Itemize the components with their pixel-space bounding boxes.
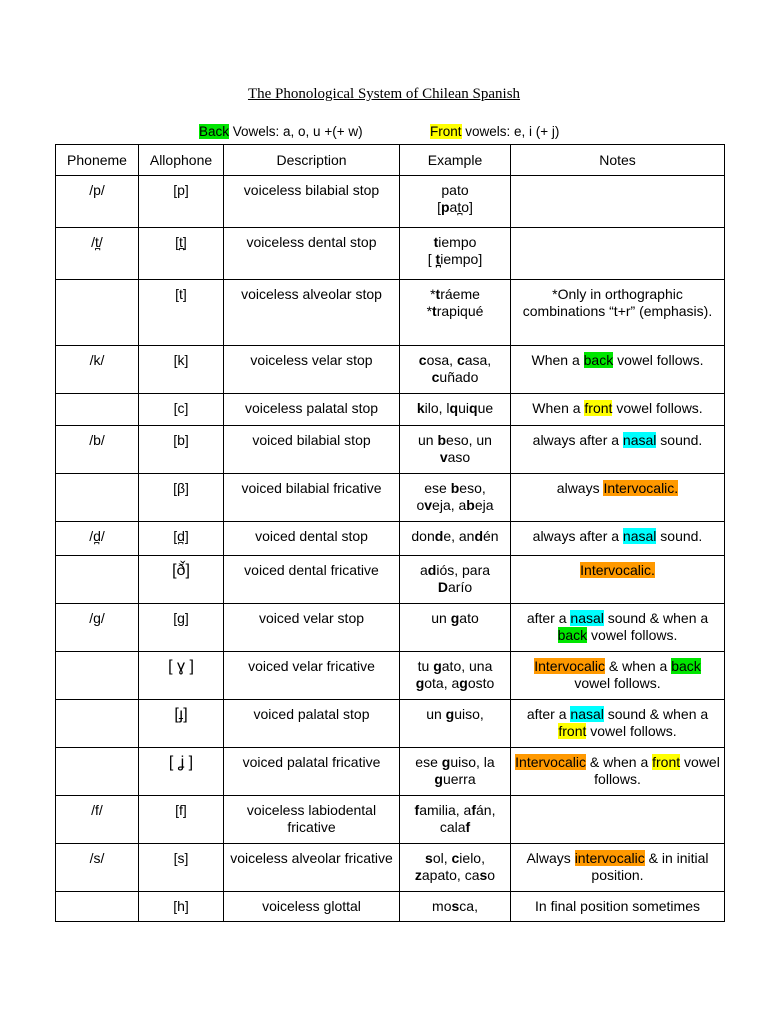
allophone-cell: [k] [139, 346, 224, 394]
allophone-cell: [ ʝ ] [139, 748, 224, 796]
example-text: iós, para [436, 562, 491, 578]
description-cell: voiced bilabial stop [224, 426, 400, 474]
nasal-highlight: nasal [570, 706, 604, 722]
notes-cell [511, 700, 725, 748]
notes-text: vowel follows. [586, 723, 677, 739]
example-bold-letter: t [433, 234, 439, 250]
example-text: o [487, 867, 496, 883]
notes-text: after a [526, 706, 571, 722]
example-bold-letter: t [432, 303, 437, 319]
example-bold-letter: f [471, 802, 476, 818]
example-text: én [483, 528, 499, 544]
example-text: mo [432, 898, 452, 914]
notes-text: sound & when a [603, 610, 709, 626]
example-bold-letter: c [451, 850, 460, 866]
example-text: e, an [443, 528, 475, 544]
allophone-cell: [ð̌] [139, 556, 224, 604]
example-bold-letter: d [434, 528, 444, 544]
example-bold-letter: z [414, 867, 422, 883]
example-cell [400, 522, 511, 556]
back-highlight: back [583, 352, 614, 368]
example-text: eso, o [416, 480, 486, 513]
notes-text: *Only in orthographic combinations “t+r” (emphasis). [522, 286, 713, 319]
table-row [56, 796, 725, 844]
phoneme-cell [56, 748, 139, 796]
back-vowels-legend [199, 124, 363, 139]
example-text: [ [437, 199, 441, 215]
notes-text: sound & when a [603, 706, 709, 722]
phoneme-cell: /b/ [56, 426, 139, 474]
description-cell: voiced velar stop [224, 604, 400, 652]
example-text: ota, a [424, 675, 460, 691]
allophone-cell: [ ɣ ] [139, 652, 224, 700]
example-text: * [430, 286, 436, 302]
example-text: aso [447, 449, 471, 465]
example-cell [400, 394, 511, 426]
table-body [56, 176, 725, 922]
inter-highlight: Intervocalic [515, 754, 586, 770]
table-row [56, 280, 725, 346]
phoneme-cell [56, 700, 139, 748]
front-highlight: front [584, 400, 613, 416]
example-text: osa, [426, 352, 457, 368]
description-cell: voiced dental stop [224, 522, 400, 556]
allophone-cell: [g] [139, 604, 224, 652]
notes-text: When a [531, 352, 584, 368]
example-bold-letter: b [450, 480, 460, 496]
example-bold-letter: s [479, 867, 488, 883]
example-cell [400, 426, 511, 474]
example-bold-letter: g [459, 675, 468, 691]
example-bold-letter: s [451, 898, 460, 914]
example-text: at̪o] [449, 199, 473, 215]
example-cell [400, 176, 511, 228]
notes-cell [511, 556, 725, 604]
phoneme-cell: /f/ [56, 796, 139, 844]
inter-highlight: intervocalic [574, 850, 645, 866]
notes-text: after a [526, 610, 571, 626]
notes-cell [511, 652, 725, 700]
inter-highlight: Intervocalic. [603, 480, 679, 496]
table-row [56, 652, 725, 700]
allophone-cell: [h] [139, 892, 224, 922]
example-bold-letter: c [431, 369, 440, 385]
page-title: The Phonological System of Chilean Spanish [247, 86, 521, 102]
notes-cell [511, 796, 725, 844]
notes-cell [511, 346, 725, 394]
example-text: osto [467, 675, 495, 691]
back-highlight: back [557, 627, 588, 643]
example-text: un [418, 432, 438, 448]
notes-text: & in initial position. [591, 850, 709, 883]
example-text: uerra [442, 771, 476, 787]
example-bold-letter: d [474, 528, 484, 544]
allophone-cell: [s] [139, 844, 224, 892]
example-cell [400, 346, 511, 394]
example-cell [400, 748, 511, 796]
example-text: un [431, 610, 451, 626]
table-row [56, 426, 725, 474]
allophone-cell: [p] [139, 176, 224, 228]
nasal-highlight: nasal [622, 432, 657, 448]
front-highlight: front [558, 723, 587, 739]
notes-text: Always [526, 850, 575, 866]
description-cell: voiceless alveolar stop [224, 280, 400, 346]
example-text: ráeme [440, 286, 480, 302]
example-text: arío [448, 579, 473, 595]
example-text: asa, [464, 352, 492, 368]
notes-cell [511, 426, 725, 474]
notes-text: sound. [656, 528, 703, 544]
example-bold-letter: k [416, 400, 425, 416]
phonology-table [55, 144, 725, 922]
example-text: ato, una [441, 658, 493, 674]
notes-text: & when a [605, 658, 672, 674]
allophone-cell: [f] [139, 796, 224, 844]
example-bold-letter: D [437, 579, 448, 595]
table-row [56, 556, 725, 604]
phoneme-cell [56, 556, 139, 604]
notes-cell [511, 280, 725, 346]
example-text: a [419, 562, 428, 578]
notes-text: & when a [585, 754, 653, 770]
example-text: ue [477, 400, 494, 416]
allophone-cell: [b] [139, 426, 224, 474]
front-vowels-text: vowels: e, i (+ j) [461, 124, 560, 139]
phoneme-cell [56, 394, 139, 426]
example-text: pato [441, 182, 469, 198]
description-cell: voiceless dental stop [224, 228, 400, 280]
example-text: [ [427, 251, 436, 267]
example-bold-letter: f [414, 802, 420, 818]
example-cell [400, 228, 511, 280]
inter-highlight: Intervocalic. [580, 562, 655, 578]
example-text: ielo, [459, 850, 485, 866]
table-row [56, 522, 725, 556]
example-text: iempo] [440, 251, 483, 267]
example-bold-letter: v [439, 449, 448, 465]
example-text: don [411, 528, 435, 544]
example-bold-letter: t̪ [435, 251, 441, 267]
phoneme-cell: /s/ [56, 844, 139, 892]
phoneme-cell [56, 280, 139, 346]
example-bold-letter: q [449, 400, 459, 416]
description-cell: voiceless bilabial stop [224, 176, 400, 228]
notes-cell [511, 844, 725, 892]
notes-text: vowel follows. [594, 754, 720, 787]
example-text: iempo [438, 234, 477, 250]
example-bold-letter: c [418, 352, 427, 368]
back-vowels-text: Vowels: a, o, u +(+ w) [229, 124, 363, 139]
front-vowels-legend [430, 124, 559, 139]
back-highlight: Back [199, 124, 230, 139]
example-cell [400, 652, 511, 700]
table-row [56, 346, 725, 394]
table-row [56, 474, 725, 522]
description-cell: voiceless palatal stop [224, 394, 400, 426]
example-bold-letter: g [450, 610, 460, 626]
notes-cell [511, 228, 725, 280]
allophone-cell: [t̪] [139, 228, 224, 280]
phoneme-cell [56, 892, 139, 922]
example-text: ui [458, 400, 470, 416]
nasal-highlight: nasal [570, 610, 604, 626]
notes-cell [511, 604, 725, 652]
header-notes: Notes [511, 145, 725, 176]
example-cell [400, 556, 511, 604]
example-cell [400, 796, 511, 844]
notes-cell [511, 394, 725, 426]
phoneme-cell [56, 652, 139, 700]
table-row [56, 700, 725, 748]
notes-cell [511, 892, 725, 922]
notes-text: vowel follows. [587, 627, 678, 643]
example-bold-letter: c [456, 352, 465, 368]
description-cell: voiced velar fricative [224, 652, 400, 700]
notes-cell [511, 522, 725, 556]
example-text: uñado [439, 369, 479, 385]
notes-text: When a [532, 400, 585, 416]
description-cell: voiced bilabial fricative [224, 474, 400, 522]
notes-text: vowel follows. [613, 352, 704, 368]
example-text: rapiqué [436, 303, 484, 319]
example-bold-letter: d [427, 562, 437, 578]
header-example: Example [400, 145, 511, 176]
phoneme-cell: /d̪/ [56, 522, 139, 556]
example-bold-letter: g [433, 658, 442, 674]
description-cell: voiceless velar stop [224, 346, 400, 394]
example-cell [400, 700, 511, 748]
example-text: ca, [459, 898, 478, 914]
description-cell: voiceless labiodental fricative [224, 796, 400, 844]
table-row [56, 892, 725, 922]
example-text: tu [417, 658, 434, 674]
example-text: apato, ca [421, 867, 480, 883]
example-cell [400, 280, 511, 346]
back-highlight: back [671, 658, 701, 674]
example-text: ese [424, 480, 451, 496]
phoneme-cell: /g/ [56, 604, 139, 652]
example-text: eja [474, 497, 494, 513]
example-bold-letter: b [437, 432, 447, 448]
example-bold-letter: g [441, 754, 451, 770]
example-text: án, cala [439, 802, 496, 835]
example-text: uiso, [454, 706, 484, 722]
table-row [56, 228, 725, 280]
example-text: eso, un [446, 432, 492, 448]
description-cell: voiced dental fricative [224, 556, 400, 604]
example-cell [400, 604, 511, 652]
example-text: eja, a [432, 497, 467, 513]
notes-text: In final position sometimes [535, 898, 700, 914]
phoneme-cell: /p/ [56, 176, 139, 228]
example-text: * [426, 303, 433, 319]
example-bold-letter: s [425, 850, 433, 866]
table-header-row [56, 145, 725, 176]
notes-text: sound. [656, 432, 703, 448]
inter-highlight: Intervocalic [534, 658, 606, 674]
phoneme-cell [56, 474, 139, 522]
header-phoneme: Phoneme [56, 145, 139, 176]
nasal-highlight: nasal [622, 528, 657, 544]
example-cell [400, 844, 511, 892]
description-cell: voiced palatal stop [224, 700, 400, 748]
example-text: ato [459, 610, 479, 626]
notes-text: vowel follows. [612, 400, 703, 416]
notes-cell [511, 748, 725, 796]
notes-text: always [556, 480, 604, 496]
front-highlight: front [652, 754, 681, 770]
example-bold-letter: g [434, 771, 443, 787]
example-bold-letter: p [440, 199, 450, 215]
phoneme-cell: /t̪/ [56, 228, 139, 280]
example-bold-letter: t [435, 286, 441, 302]
example-text: amilia, a [419, 802, 472, 818]
allophone-cell: [β] [139, 474, 224, 522]
notes-text: vowel follows. [574, 675, 661, 691]
header-description: Description [224, 145, 400, 176]
notes-cell [511, 176, 725, 228]
table-row [56, 604, 725, 652]
example-bold-letter: b [466, 497, 475, 513]
example-text: ese [415, 754, 442, 770]
allophone-cell: [ɟ] [139, 700, 224, 748]
table-row [56, 748, 725, 796]
example-bold-letter: f [465, 819, 471, 835]
front-highlight: Front [430, 124, 462, 139]
phoneme-cell: /k/ [56, 346, 139, 394]
example-cell [400, 892, 511, 922]
table-row [56, 844, 725, 892]
example-cell [400, 474, 511, 522]
notes-text: always after a [532, 528, 623, 544]
description-cell: voiceless glottal [224, 892, 400, 922]
description-cell: voiceless alveolar fricative [224, 844, 400, 892]
allophone-cell: [c] [139, 394, 224, 426]
allophone-cell: [d̪] [139, 522, 224, 556]
allophone-cell: [t] [139, 280, 224, 346]
example-text: uiso, la [450, 754, 495, 770]
example-text: ol, [432, 850, 452, 866]
example-text: ilo, l [424, 400, 450, 416]
notes-text: always after a [532, 432, 623, 448]
example-text: un [426, 706, 446, 722]
example-bold-letter: g [415, 675, 425, 691]
table-row [56, 176, 725, 228]
table-row [56, 394, 725, 426]
example-bold-letter: v [424, 497, 433, 513]
example-bold-letter: q [469, 400, 478, 416]
description-cell: voiced palatal fricative [224, 748, 400, 796]
notes-cell [511, 474, 725, 522]
header-allophone: Allophone [139, 145, 224, 176]
example-bold-letter: g [445, 706, 455, 722]
